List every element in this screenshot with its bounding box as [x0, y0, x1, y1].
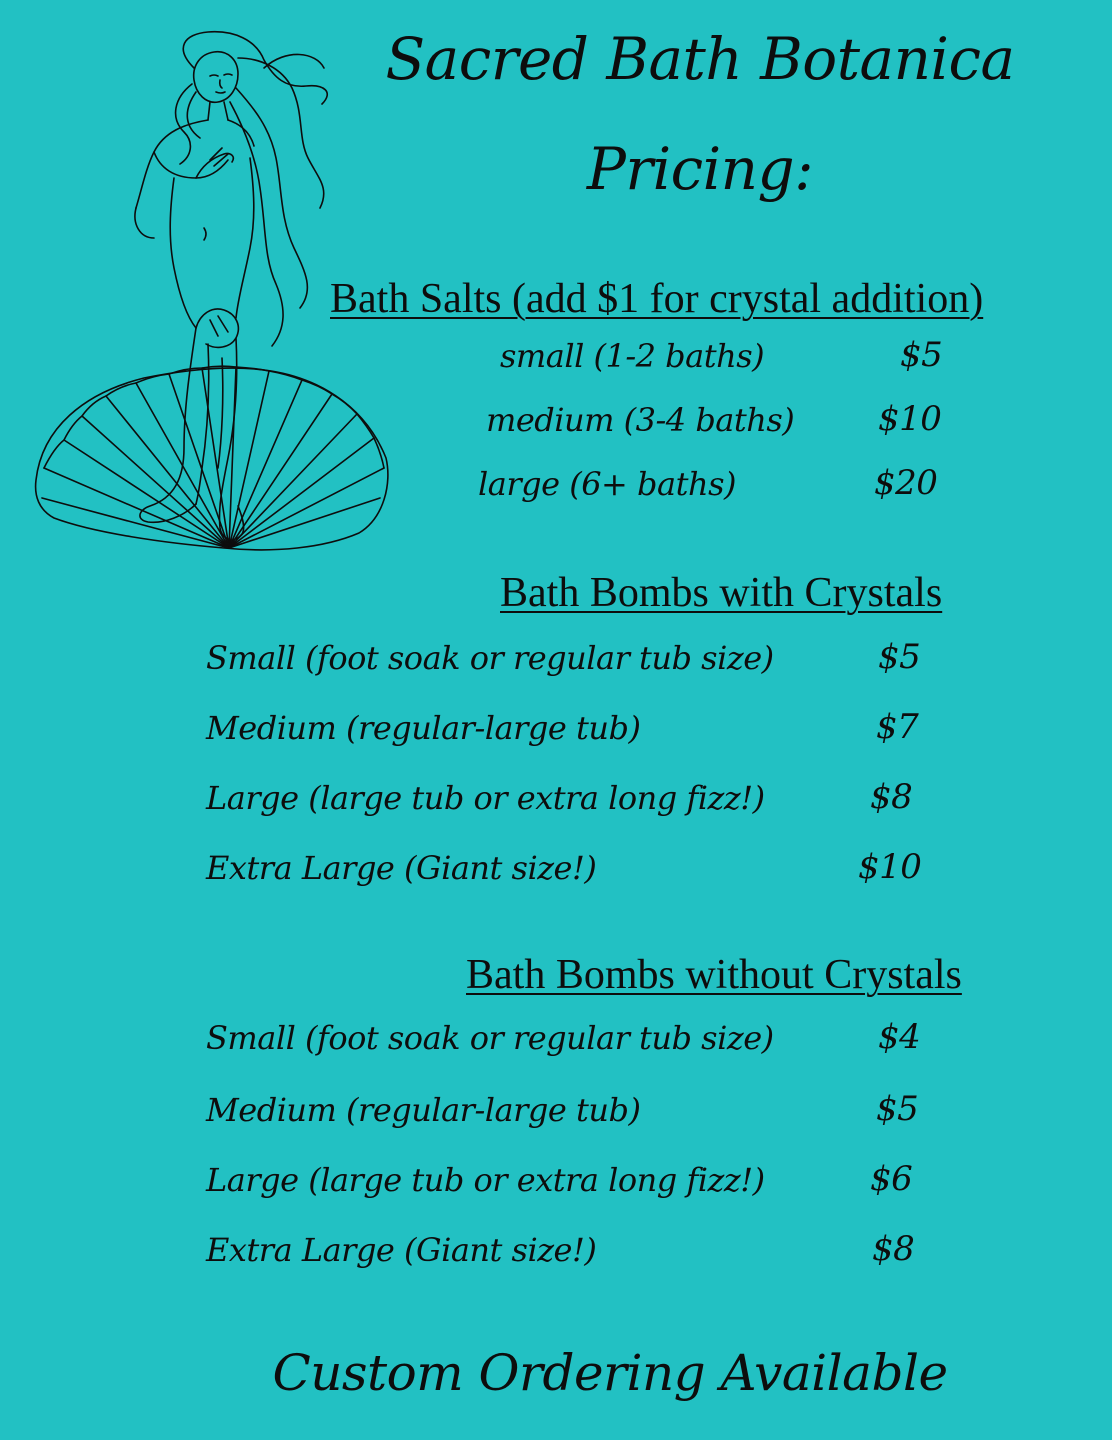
section-heading-bombs-with-crystals: Bath Bombs with Crystals	[500, 570, 943, 616]
bombs-without-large-price: $6	[870, 1159, 913, 1199]
bath-salts-small-price: $5	[900, 335, 943, 375]
bombs-without-xlarge-price: $8	[872, 1229, 915, 1269]
bombs-without-medium-label: Medium (regular-large tub)	[206, 1091, 641, 1129]
bombs-with-medium-label: Medium (regular-large tub)	[206, 709, 641, 747]
bath-salts-medium-label: medium (3-4 baths)	[486, 401, 795, 439]
section-heading-bombs-without-crystals: Bath Bombs without Crystals	[466, 952, 962, 998]
bombs-without-small-label: Small (foot soak or regular tub size)	[206, 1019, 774, 1057]
bombs-with-small-price: $5	[878, 637, 921, 677]
bombs-with-medium-price: $7	[876, 707, 919, 747]
bombs-with-xlarge-label: Extra Large (Giant size!)	[206, 849, 597, 887]
bombs-without-medium-price: $5	[876, 1089, 919, 1129]
bombs-with-large-label: Large (large tub or extra long fizz!)	[206, 779, 765, 817]
bombs-with-large-price: $8	[870, 777, 913, 817]
bath-salts-small-label: small (1-2 baths)	[500, 337, 765, 375]
bombs-with-xlarge-price: $10	[858, 847, 922, 887]
section-heading-bath-salts: Bath Salts (add $1 for crystal addition)	[330, 276, 984, 322]
bath-salts-large-price: $20	[874, 463, 938, 503]
bombs-with-small-label: Small (foot soak or regular tub size)	[206, 639, 774, 677]
bath-salts-large-label: large (6+ baths)	[478, 465, 736, 503]
bombs-without-xlarge-label: Extra Large (Giant size!)	[206, 1231, 597, 1269]
bombs-without-small-price: $4	[878, 1017, 921, 1057]
bombs-without-large-label: Large (large tub or extra long fizz!)	[206, 1161, 765, 1199]
page-title: Sacred Bath Botanica	[385, 25, 1015, 93]
custom-ordering-note: Custom Ordering Available	[272, 1344, 948, 1402]
bath-salts-medium-price: $10	[878, 399, 942, 439]
page-subtitle: Pricing:	[586, 135, 814, 203]
